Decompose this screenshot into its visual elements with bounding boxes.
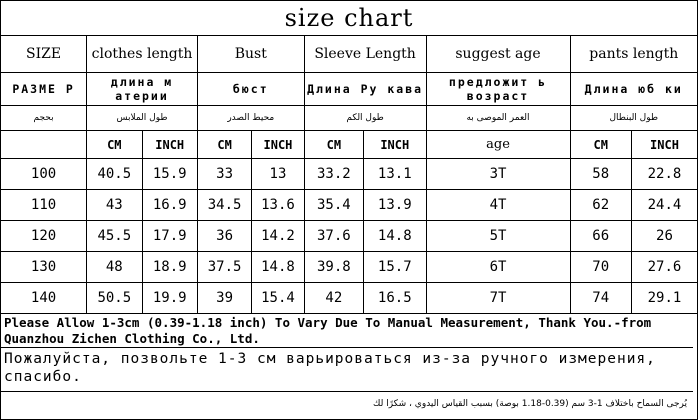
cell-size: 120 xyxy=(1,221,87,252)
cell-clothes-inch: 18.9 xyxy=(142,252,197,283)
cell-bust-cm: 39 xyxy=(197,283,251,314)
note-english: Please Allow 1-3cm (0.39-1.18 inch) To Vary Due To Manual Measurement, Thank You.-from Quanzhou Zichen Clothing Co., Ltd. xyxy=(1,314,693,348)
cell-clothes-cm: 48 xyxy=(87,252,142,283)
cell-clothes-cm: 50.5 xyxy=(87,283,142,314)
header-pants-length: pants length xyxy=(570,36,697,73)
unit-inch: INCH xyxy=(252,131,304,159)
cell-pants-inch: 22.8 xyxy=(631,159,697,190)
header-sleeve-length: Sleeve Length xyxy=(304,36,426,73)
table-row xyxy=(1,190,697,221)
unit-cm: CM xyxy=(570,131,631,159)
unit-cm: CM xyxy=(87,131,142,159)
cell-sleeve-inch: 14.8 xyxy=(364,221,426,252)
cell-sleeve-cm: 35.4 xyxy=(304,190,363,221)
cell-clothes-cm: 45.5 xyxy=(87,221,142,252)
cell-pants-inch: 27.6 xyxy=(631,252,697,283)
cell-pants-cm: 74 xyxy=(570,283,631,314)
cell-bust-inch: 15.4 xyxy=(252,283,304,314)
cell-age: 3T xyxy=(426,159,570,190)
cell-pants-cm: 58 xyxy=(570,159,631,190)
cell-sleeve-cm: 42 xyxy=(304,283,363,314)
cell-size: 130 xyxy=(1,252,87,283)
header-size: SIZE xyxy=(1,36,87,73)
cell-pants-cm: 62 xyxy=(570,190,631,221)
cell-sleeve-inch: 16.5 xyxy=(364,283,426,314)
header-suggest-age-ru: предложит ь возраст xyxy=(426,73,570,106)
header-size-ar: بحجم xyxy=(1,106,87,131)
cell-sleeve-inch: 13.9 xyxy=(364,190,426,221)
cell-clothes-cm: 40.5 xyxy=(87,159,142,190)
cell-size: 140 xyxy=(1,283,87,314)
cell-clothes-inch: 16.9 xyxy=(142,190,197,221)
cell-bust-cm: 34.5 xyxy=(197,190,251,221)
cell-age: 4T xyxy=(426,190,570,221)
cell-sleeve-cm: 33.2 xyxy=(304,159,363,190)
unit-inch: INCH xyxy=(631,131,697,159)
header-pants-length-ar: طول البنطال xyxy=(570,106,697,131)
cell-bust-inch: 13.6 xyxy=(252,190,304,221)
cell-clothes-inch: 19.9 xyxy=(142,283,197,314)
header-bust-ru: бюст xyxy=(197,73,304,106)
cell-age: 7T xyxy=(426,283,570,314)
header-row-english xyxy=(1,36,697,73)
cell-size: 110 xyxy=(1,190,87,221)
cell-size: 100 xyxy=(1,159,87,190)
header-clothes-length: clothes length xyxy=(87,36,198,73)
unit-inch: INCH xyxy=(364,131,426,159)
cell-bust-inch: 13 xyxy=(252,159,304,190)
cell-bust-cm: 33 xyxy=(197,159,251,190)
note-arabic: يُرجى السماح باختلاف 1-3 سم (0.39-1.18 بوصة) بسبب القياس اليدوي ، شكرًا لك xyxy=(373,399,687,409)
cell-clothes-cm: 43 xyxy=(87,190,142,221)
unit-row xyxy=(1,131,697,159)
size-table xyxy=(1,36,697,314)
note-russian: Пожалуйста, позвольте 1-3 см варьироваться из-за ручного измерения, спасибо. xyxy=(1,348,693,392)
table-row xyxy=(1,159,697,190)
cell-pants-inch: 24.4 xyxy=(631,190,697,221)
size-rows xyxy=(1,159,697,314)
cell-pants-inch: 29.1 xyxy=(631,283,697,314)
cell-clothes-inch: 17.9 xyxy=(142,221,197,252)
header-clothes-length-ru: длина м атерии xyxy=(87,73,198,106)
chart-title: size chart xyxy=(1,1,697,36)
header-pants-length-ru: Длина юб ки xyxy=(570,73,697,106)
header-bust-ar: محيط الصدر xyxy=(197,106,304,131)
unit-cm: CM xyxy=(304,131,363,159)
header-row-russian xyxy=(1,73,697,106)
cell-age: 6T xyxy=(426,252,570,283)
cell-sleeve-cm: 37.6 xyxy=(304,221,363,252)
cell-sleeve-inch: 15.7 xyxy=(364,252,426,283)
cell-pants-cm: 66 xyxy=(570,221,631,252)
cell-pants-cm: 70 xyxy=(570,252,631,283)
cell-clothes-inch: 15.9 xyxy=(142,159,197,190)
header-sleeve-length-ar: طول الكم xyxy=(304,106,426,131)
header-bust: Bust xyxy=(197,36,304,73)
cell-bust-inch: 14.8 xyxy=(252,252,304,283)
cell-sleeve-cm: 39.8 xyxy=(304,252,363,283)
cell-bust-cm: 36 xyxy=(197,221,251,252)
unit-inch: INCH xyxy=(142,131,197,159)
cell-sleeve-inch: 13.1 xyxy=(364,159,426,190)
table-row xyxy=(1,283,697,314)
header-row-arabic xyxy=(1,106,697,131)
unit-blank xyxy=(1,131,87,159)
header-suggest-age-ar: العمر الموصى به xyxy=(426,106,570,131)
cell-bust-cm: 37.5 xyxy=(197,252,251,283)
cell-age: 5T xyxy=(426,221,570,252)
header-clothes-length-ar: طول الملابس xyxy=(87,106,198,131)
table-row xyxy=(1,252,697,283)
header-size-ru: РАЗМЕ Р xyxy=(1,73,87,106)
unit-age: age xyxy=(426,131,570,159)
header-suggest-age: suggest age xyxy=(426,36,570,73)
unit-cm: CM xyxy=(197,131,251,159)
header-sleeve-length-ru: Длина Ру кава xyxy=(304,73,426,106)
cell-pants-inch: 26 xyxy=(631,221,697,252)
table-row xyxy=(1,221,697,252)
cell-bust-inch: 14.2 xyxy=(252,221,304,252)
